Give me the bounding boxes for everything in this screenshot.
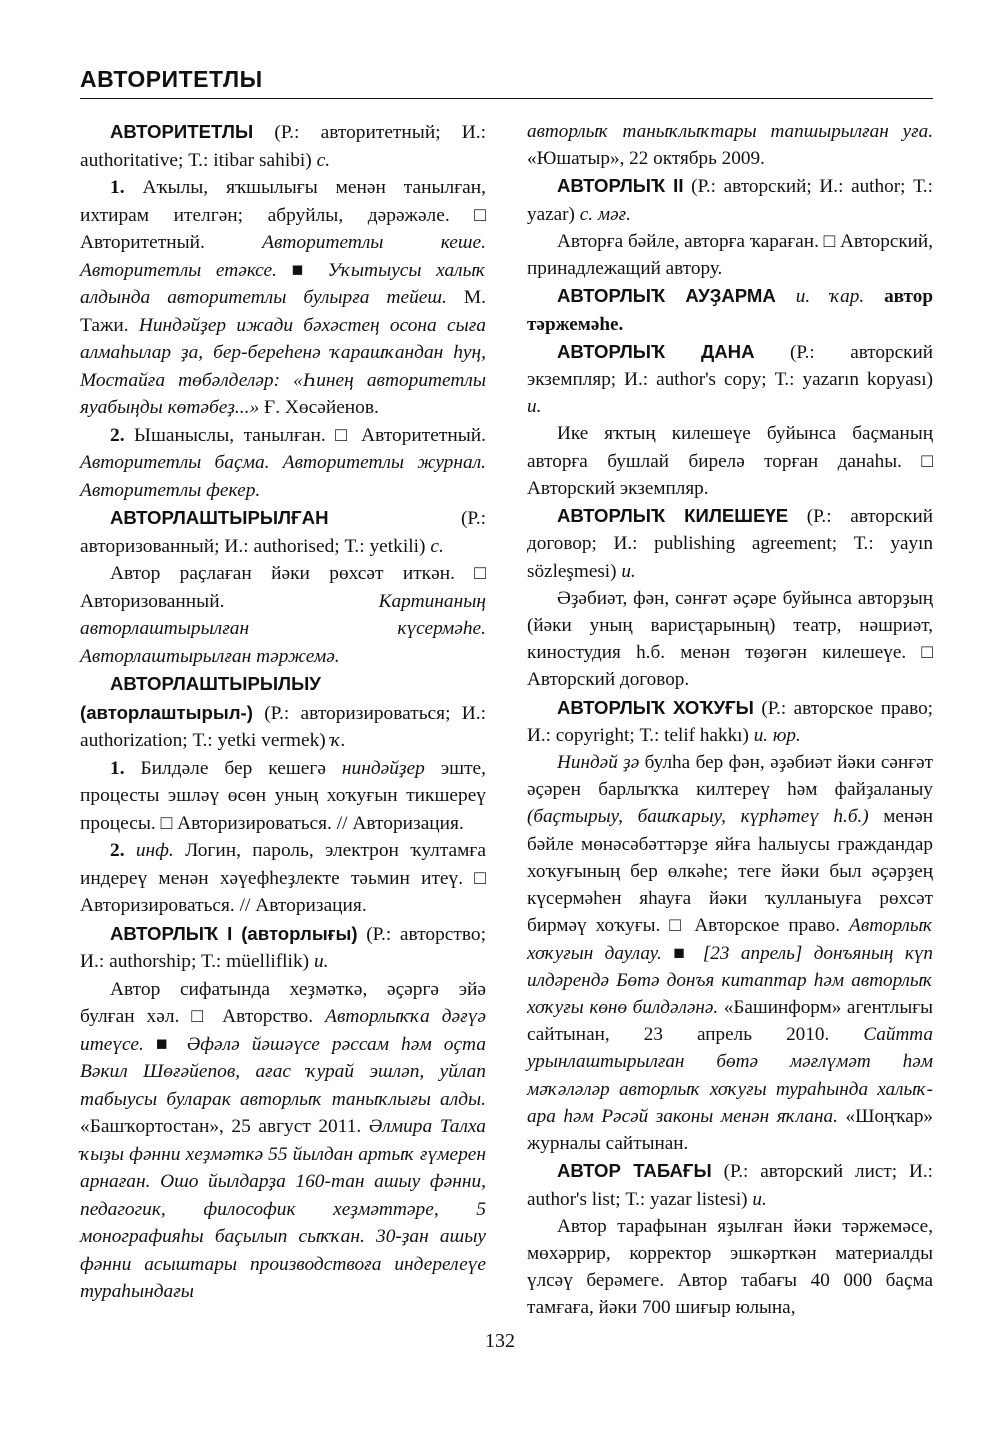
italic-text: с. мәғ. [579, 203, 631, 225]
italic-text: с. [316, 149, 331, 171]
body-text: ■ [661, 942, 703, 964]
right-column [527, 118, 933, 1322]
italic-text: и. [527, 396, 542, 418]
body-text: Авторға бәйле, авторға ҡараған. □ Авторский, принадлежащий автору. [527, 230, 933, 280]
italic-text: и. [752, 1188, 767, 1210]
italic-text: ниндәйҙер [341, 757, 425, 779]
entry-avtorlashtyrylyu [80, 670, 486, 755]
body-text: Ғ. Хөсәйенов. [259, 397, 379, 418]
bold-text: 1. [110, 177, 125, 198]
entry-avtorlyk-2-def [527, 228, 933, 282]
entry-avtorlyk-dana [527, 338, 933, 421]
italic-text: и. ҡар. [795, 286, 865, 308]
headword: АВТОРЛЫҠ II [557, 175, 684, 197]
italic-text: Әлмира Талха ҡыҙы фәнни хеҙмәткә 55 йылдан артыҡ ғүмерен арнаған. Ошо йылдарҙа 160-тан ашыу фәнни, педагогик, философик хеҙмәттәре, 5 монографияһы баҫылып сыҡҡан. 30-ҙан ашыу фәнни асыштары производствоға индерелеүе тураһындағы [80, 1116, 486, 1302]
italic-text: авторлыҡ таныҡлыҡтары тапшырылған уға. [527, 121, 933, 142]
left-column [80, 118, 486, 1306]
italic-text: ҡ. [330, 730, 346, 751]
body-text: (Р.: авторский лист; И.: author's list; Т.: yazar listesi) [527, 1161, 933, 1210]
body-text: Ике яҡтың килешеүе буйынса баҫманың авторға бушлай бирелә торған данаһы. □ Авторский экземпляр. [527, 423, 933, 499]
body-text: Ышаныслы, танылған. □ Авторитетный. [124, 424, 486, 446]
entry-avtorlyk-1 [80, 920, 486, 976]
body-text: менән бәйле мөнәсәбәттәрҙе яйға һалыусы граждандар хоҡуғының бер өлкәһе; теге йәки был әҫәрҙең күсермәһен яһауға йәки ҡулланыуға рөхсәт бирмәү хоҡуғы. □ Авторское право. [527, 806, 933, 937]
entry-avtor-tabagy-def [527, 1213, 933, 1322]
entry-avtorlyk-1-def [80, 976, 486, 1306]
body-text: (Р.: авторитетный; И.: authoritative; Т.: itibar sahibi) [80, 122, 486, 171]
entry-avtorlyk-hokugy-def [527, 749, 933, 1157]
body-text: «Юшатыр», 22 октябрь 2009. [527, 148, 765, 170]
body-text: (Р.: авторский; И.: author; Т.: yazar) [527, 176, 934, 225]
body-text: М. Тажи. [80, 287, 486, 336]
body-text: «Башҡортостан», 25 август 2011. [80, 1116, 369, 1137]
italic-text: Авторитетлы кеше. Авторитетлы етәксе. [80, 232, 486, 281]
headword: АВТОРЛЫҠ ДАНА [557, 340, 755, 362]
entry-avtoritetly-1 [80, 174, 486, 422]
body-text [776, 286, 796, 307]
body-text: Логин, пароль, электрон ҡултамға индереү менән хәүефһеҙлекте тәьмин итеү. □ Авторизироваться. // Авторизация. [80, 840, 486, 916]
headword: АВТОРИТЕТЛЫ [110, 121, 254, 142]
italic-text: (баҫтырыу, башҡарыу, күрһәтеү һ.б.) [527, 806, 869, 828]
entry-avtorlashtyrylyu-2 [80, 837, 486, 920]
body-text: (Р.: авторский договор; И.: publishing agreement; Т.: yayın sözleşmesi) [527, 506, 933, 582]
body-text: Әҙәбиәт, фән, сәнғәт әҫәре буйынса авторҙың (йәки уның варисҭарының) театр, нәшриәт, киностудия һ.б. менән төҙөгән килешеүе. □ Авторский договор. [527, 587, 933, 691]
header-rule [80, 98, 933, 99]
italic-text: [23 апрель] донъяның күп илдәрендә Бөтә донъя китаптар һәм авторлыҡ хоҡуғы көнө билдәләнә. [527, 942, 934, 1018]
body-text: Автор раҫлаған йәки рөхсәт иткән. □ Авторизованный. [80, 563, 486, 612]
body-text: Автор сифатында хеҙмәткә, әҫәргә эйә булған хәл. □ Авторство. [80, 978, 486, 1027]
headword: АВТОР ТАБАҒЫ [557, 1160, 712, 1182]
headword: АВТОРЛАШТЫРЫЛҒАН [110, 507, 329, 528]
italic-text: и. [621, 560, 636, 582]
italic-text: Ниндәйҙер ижади бәхәстең осона сыға алмаһылар ҙа, бер-береһенә ҡарашҡандан һуң, Мостайға төбәлделәр: «Һинең авторитетлы яуабыңды көтәбеҙ...» [80, 314, 486, 418]
entry-avtor-tabagy [527, 1157, 933, 1212]
entry-avtorlashtyrylgan [80, 504, 486, 560]
headword: АВТОРЛЫҠ ХОҠУҒЫ [557, 696, 754, 718]
entry-avtorlyk-kileshey [527, 502, 933, 585]
italic-text: Авторлыҡ хоҡуғын даулау. [527, 915, 933, 964]
headword: АВТОРЛАШТЫРЫЛЫУ (авторлаштырыл-) [80, 673, 321, 723]
italic-text: Картинаның авторлаштырылған күсермәһе. Авторлаштырылған тәржемә. [80, 590, 486, 667]
body-text: ■ [143, 1033, 187, 1055]
headword: АВТОРЛЫҠ АУҘАРМА [557, 285, 776, 307]
entry-avtoritetly-2 [80, 422, 486, 505]
entry-avtorlyk-audarma [527, 282, 933, 337]
entry-avtorlyk-1-cont [527, 118, 933, 172]
body-text: «Шоңҡар» журналы сайтынан. [527, 1105, 934, 1155]
entry-avtoritetly [80, 118, 486, 174]
entry-avtorlyk-hokugy [527, 694, 933, 749]
body-text [125, 840, 136, 861]
italic-text: и. юр. [753, 724, 801, 746]
body-text [864, 286, 884, 307]
italic-text: Авторитетлы баҫма. Авторитетлы журнал. Авторитетлы фекер. [80, 452, 486, 501]
italic-text: Уҡытыусы халыҡ алдында авторитетлы булырға тейеш. [80, 259, 486, 308]
entry-avtorlyk-kileshey-def [527, 585, 933, 694]
body-text: булһа бер фән, әҙәбиәт йәки сәнғәт әҫәрен барлыҡҡа килтереү һәм файҙаланыу [527, 752, 933, 801]
body-text: «Башинформ» агентлығы сайтынан, 23 апрель 2010. [527, 997, 933, 1046]
italic-text: с. [430, 535, 444, 557]
headword: АВТОРЛЫҠ I (авторлығы) [110, 922, 358, 944]
bold-text: 2. [110, 424, 125, 446]
italic-text: и. [313, 951, 329, 972]
body-text: (Р.: авторство; И.: authorship; Т.: müelliflik) [80, 923, 486, 972]
bold-text: 1. [110, 757, 125, 779]
body-text: (Р.: авторизироваться; И.: authorization; Т.: yetki vermek) [80, 702, 486, 751]
body-text: Автор тарафынан яҙылған йәки тәржемәсе, мөхәррир, корректор эшкәрткән материалды үлсәү берәмеге. Автор табағы 40 000 баҫма тамғаға, йәки 700 шиғыр юлына, [527, 1215, 933, 1319]
italic-text: инф. [135, 840, 174, 861]
body-text: (Р.: авторизованный; И.: authorised; Т.: yetkili) [80, 508, 486, 557]
italic-text: Авторлыҡҡа дәғүә итеүсе. [80, 1006, 487, 1055]
bold-text: 2. [110, 840, 125, 861]
page-number: 132 [485, 1330, 515, 1352]
body-text: (Р.: авторский экземпляр; И.: author's copy; Т.: yazarın kopyası) [527, 341, 933, 390]
entry-avtorlashtyrylgan-def [80, 560, 486, 670]
body-text: Билдәле бер кешегә [124, 757, 342, 779]
entry-avtorlashtyrylyu-1 [80, 755, 486, 838]
running-head: АВТОРИТЕТЛЫ [80, 66, 263, 92]
bold-text: автор тәржемәһе. [527, 286, 933, 335]
body-text: (Р.: авторское право; И.: copyright; Т.: telif hakkı) [527, 697, 933, 746]
entry-avtorlyk-2 [527, 172, 933, 227]
entry-avtorlyk-dana-def [527, 420, 933, 502]
body-text: ■ [277, 259, 328, 281]
italic-text: Сайтта урынлаштырылған бөтә мәғлүмәт һәм мәҡәләләр авторлыҡ хоҡуғы тураһында халыҡ-ара һәм Рәсәй законы менән яҡлана. [527, 1024, 933, 1127]
headword: АВТОРЛЫҠ КИЛЕШЕҮЕ [557, 505, 789, 527]
body-text: Аҡылы, яҡшылығы менән танылған, ихтирам ителгән; абруйлы, дәрәжәле. □ Авторитетный. [80, 177, 486, 253]
italic-text: Әфәлә йәшәүсе рәссам һәм оҫта Вәкил Шөғәйепов, ағас ҡурай эшләп, уйлап табыусы буларак авторлыҡ таныҡлығы алды. [80, 1033, 486, 1110]
body-text: эште, процесты эшләү өсөн уның хоҡуғын тикшереү процесы. □ Авторизироваться. // Авторизация. [80, 757, 486, 834]
italic-text: Ниндәй ҙә [557, 752, 640, 774]
